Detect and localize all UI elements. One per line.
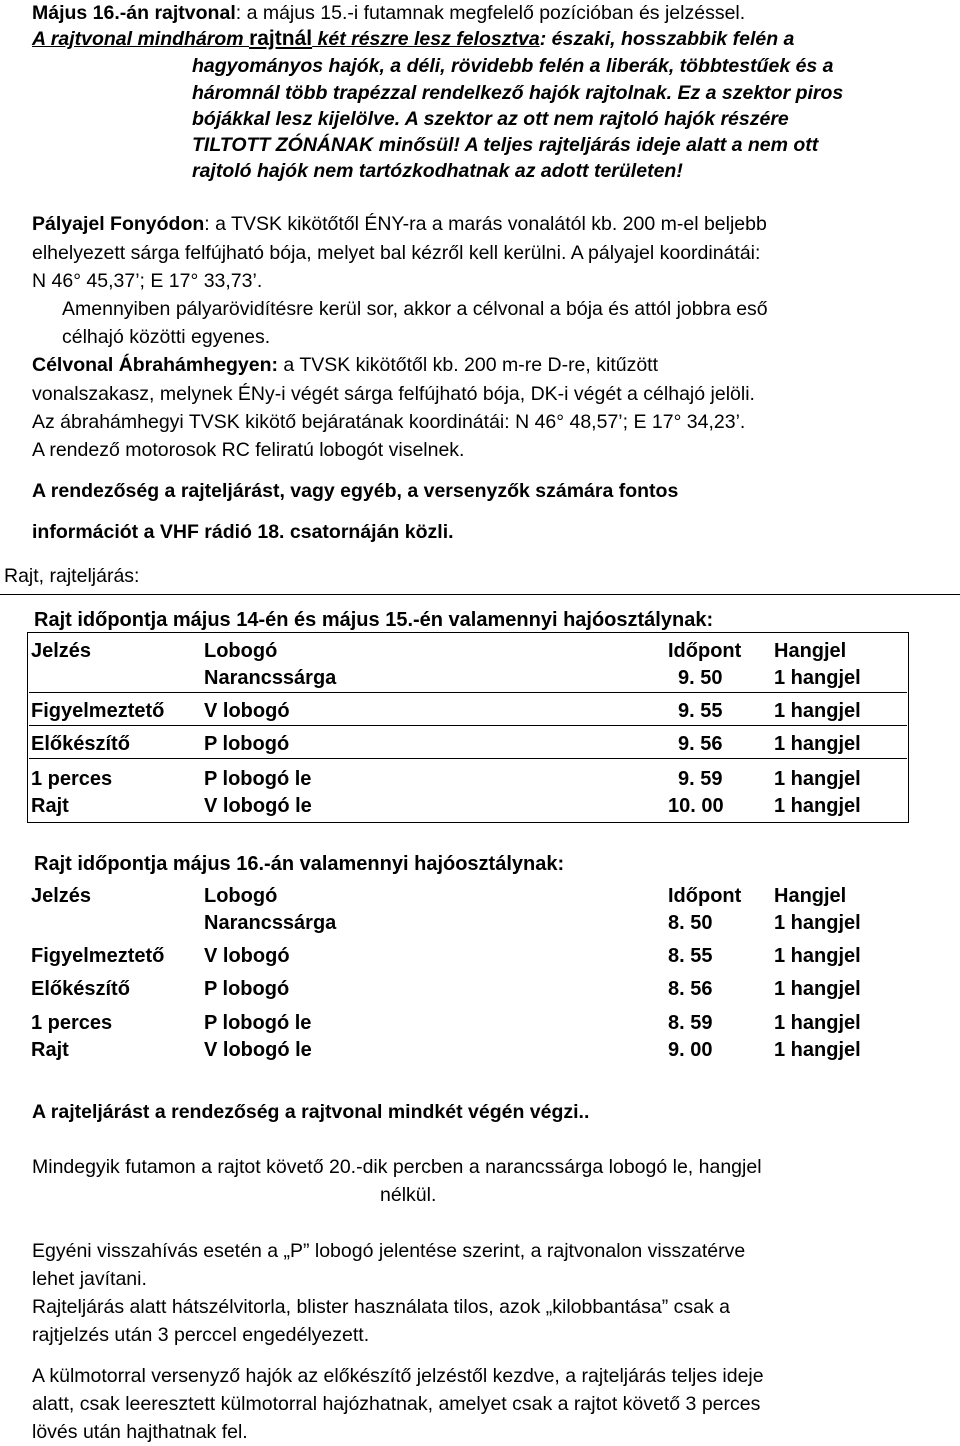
table-cell: V lobogó <box>202 693 666 726</box>
line-text: : a TVSK kikötőtől ÉNY-ra a marás vonalától kb. 200 m-el beljebb <box>204 213 767 235</box>
table-row <box>29 793 907 820</box>
text-line: A külmotorral versenyző hajók az előkészítő jelzéstől kezdve, a rajteljárás teljes ideje <box>32 1365 764 1387</box>
start-schedule-table <box>29 883 907 1064</box>
table-cell: V lobogó le <box>204 794 312 817</box>
table-caption: Rajt időpontja május 14-én és május 15.-én valamennyi hajóosztálynak: <box>34 609 714 631</box>
table-row <box>29 1037 907 1064</box>
table-cell: 1 hangjel <box>774 794 861 817</box>
table-cell: 1 hangjel <box>774 1012 861 1034</box>
table-cell: 1 perces <box>31 1012 113 1034</box>
table-row <box>29 970 907 1003</box>
paragraph-heading: Pályajel Fonyódon <box>32 213 205 235</box>
table-cell: 9. 50 <box>666 665 772 693</box>
table-cell: V lobogó <box>204 945 290 967</box>
text-line: vonalszakasz, melynek ÉNy-i végét sárga felfújható bója, DK-i végét a célhajó jelöli. <box>32 383 755 405</box>
table-cell: 1 hangjel <box>772 726 907 759</box>
text-line: Mindegyik futamon a rajtot követő 20.-dik percben a narancssárga lobogó le, hangjel <box>32 1156 762 1178</box>
line-text: : északi, hosszabbik felén a <box>539 28 795 50</box>
text-line: Amennyiben pályarövidítésre kerül sor, akkor a célvonal a bója és attól jobbra eső <box>62 298 768 320</box>
table-caption: Rajt időpontja május 16.-án valamennyi hajóosztálynak: <box>34 853 565 875</box>
table-row <box>29 759 907 793</box>
table-cell: 1 hangjel <box>774 978 861 1000</box>
line-heading: Május 16.-án rajtvonal <box>32 2 236 24</box>
column-header: Időpont <box>668 885 742 907</box>
text-line <box>32 26 794 52</box>
table-row <box>29 665 907 693</box>
text-line: elhelyezett sárga felfújható bója, melyet bal kézről kell kerülni. A pályajel koordinátái: <box>32 242 761 264</box>
line-text: a TVSK kikötőtől kb. 200 m-re D-re, kitűzött <box>277 354 659 376</box>
table-cell: 8. 55 <box>668 945 713 967</box>
underlined-text: A rajtvonal mindhárom <box>32 28 250 50</box>
text-line: lehet javítani. <box>32 1268 147 1290</box>
table-cell: Figyelmeztető <box>31 945 165 967</box>
table-row <box>29 693 907 726</box>
text-line: célhajó közötti egyenes. <box>62 326 271 348</box>
text-line: Rajteljárás alatt hátszélvitorla, blister használata tilos, azok „kilobbantása” csak a <box>32 1296 731 1318</box>
text-line <box>32 211 767 237</box>
section-divider <box>0 594 960 595</box>
text-line <box>32 0 745 26</box>
underlined-text: két részre lesz felosztva <box>312 28 540 50</box>
table-cell: 9. 59 <box>678 767 723 790</box>
table-cell: 8. 56 <box>668 978 713 1000</box>
table-cell: P lobogó <box>202 726 666 759</box>
table-cell: P lobogó <box>204 978 290 1000</box>
section-title: Rajt, rajteljárás: <box>4 565 140 587</box>
column-header: Hangjel <box>774 640 847 662</box>
text-line: alatt, csak leeresztett külmotorral hajózhatnak, amelyet csak a rajtot követő 3 perces <box>32 1393 761 1415</box>
table-cell: Előkészítő <box>29 726 202 759</box>
table-cell: 8. 50 <box>668 912 713 934</box>
table-cell: Előkészítő <box>31 978 130 1000</box>
table-cell: V lobogó le <box>204 1039 312 1061</box>
table-cell: Rajt <box>31 794 69 817</box>
text-line: N 46° 45,37’; E 17° 33,73’. <box>32 270 263 292</box>
text-line: háromnál több trapézzal rendelkező hajók rajtolnak. Ez a szektor piros <box>192 82 844 104</box>
text-line: Egyéni visszahívás esetén a „P” lobogó jelentése szerint, a rajtvonalon visszatérve <box>32 1240 746 1262</box>
table-cell: 1 hangjel <box>772 665 907 693</box>
table-cell <box>29 665 202 693</box>
text-line: információt a VHF rádió 18. csatornáján közli. <box>32 521 454 543</box>
table-cell <box>29 910 202 937</box>
table-row <box>29 937 907 970</box>
column-header: Lobogó <box>204 640 278 662</box>
column-header: Jelzés <box>31 640 92 662</box>
text-line: rajtoló hajók nem tartózkodhatnak az adott területen! <box>192 160 683 182</box>
table-cell: 8. 59 <box>668 1012 713 1034</box>
table-cell: P lobogó le <box>204 1012 312 1034</box>
table-cell: 1 hangjel <box>774 945 861 967</box>
column-header: Jelzés <box>31 885 92 907</box>
table-row <box>29 726 907 759</box>
table-cell: 1 hangjel <box>774 767 861 790</box>
table-cell: Rajt <box>31 1039 69 1061</box>
table-cell: Figyelmeztető <box>29 693 202 726</box>
table-cell: Narancssárga <box>204 912 337 934</box>
paragraph-heading: Célvonal Ábrahámhegyen: <box>32 354 278 376</box>
text-line: Az ábrahámhegyi TVSK kikötő bejáratának koordinátái: N 46° 48,57’; E 17° 34,23’. <box>32 411 746 433</box>
table-row <box>29 1003 907 1037</box>
text-line: lövés után hajthatnak fel. <box>32 1421 248 1443</box>
line-text: : a május 15.-i futamnak megfelelő pozícióban és jelzéssel. <box>235 2 746 24</box>
table-cell: 9. 00 <box>668 1039 713 1061</box>
table-cell: 9. 56 <box>666 726 772 759</box>
table-cell: 1 hangjel <box>774 912 861 934</box>
text-line: hagyományos hajók, a déli, rövidebb felén a liberák, többtestűek és a <box>192 55 834 77</box>
table-cell: 10. 00 <box>668 794 724 817</box>
column-header: Hangjel <box>774 885 847 907</box>
table-header-row <box>29 638 907 665</box>
text-line: A rendező motorosok RC feliratú lobogót viselnek. <box>32 439 465 461</box>
text-line <box>32 352 658 378</box>
text-line: nélkül. <box>380 1184 437 1206</box>
table-header-row <box>29 883 907 910</box>
table-cell: 9. 55 <box>666 693 772 726</box>
text-line: bójákkal lesz kijelölve. A szektor az ott nem rajtoló hajók részére <box>192 108 789 130</box>
column-header: Lobogó <box>204 885 278 907</box>
text-line: rajtjelzés után 3 perccel engedélyezett. <box>32 1324 370 1346</box>
column-header: Időpont <box>668 640 742 662</box>
table-cell: 1 hangjel <box>772 693 907 726</box>
start-schedule-table <box>29 638 907 820</box>
text-line: A rajteljárást a rendezőség a rajtvonal mindkét végén végzi.. <box>32 1101 590 1123</box>
text-line: A rendezőség a rajteljárást, vagy egyéb, a versenyzők számára fontos <box>32 480 679 502</box>
table-cell: 1 perces <box>31 767 113 790</box>
table-row <box>29 910 907 937</box>
table-cell: P lobogó le <box>204 767 312 790</box>
table-cell: 1 hangjel <box>774 1039 861 1061</box>
underlined-text: rajtnál <box>249 27 313 50</box>
table-cell: Narancssárga <box>202 665 666 693</box>
text-line: TILTOTT ZÓNÁNAK minősül! A teljes rajteljárás ideje alatt a nem ott <box>192 134 819 156</box>
